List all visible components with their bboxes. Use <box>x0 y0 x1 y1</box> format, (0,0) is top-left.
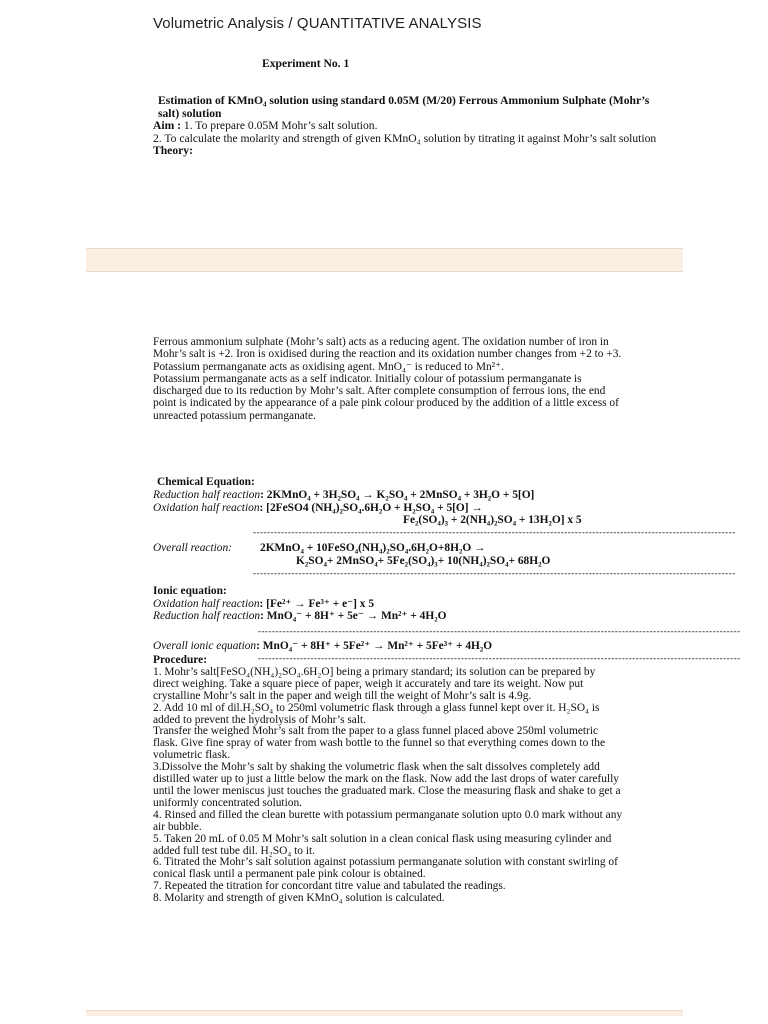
procedure-step: 4. Rinsed and filled the clean burette with potassium permanganate solution upto 0.0 mark without any air bubble. <box>153 808 623 833</box>
page-break-band-bottom <box>86 1010 683 1016</box>
procedure-step: 8. Molarity and strength of given KMnO₄ solution is calculated. <box>153 892 445 905</box>
page-header: Volumetric Analysis / QUANTITATIVE ANALYSIS <box>153 15 482 32</box>
theory-text <box>153 336 623 422</box>
overall-reaction-cont: K₂SO₄+ 2MnSO₄+ 5Fe₂(SO₄)₃+ 10(NH₄)₂SO₄+ 68H₂O <box>296 554 551 567</box>
procedure-step: Transfer the weighed Mohr’s salt from the paper to a glass funnel placed above 250ml volumetric flask. Give fine spray of water from wash bottle to the funnel so that everything comes down to the volumetric flask. <box>153 725 606 762</box>
procedure-heading: Procedure: <box>153 654 207 666</box>
aim-label: Aim : <box>153 119 184 133</box>
procedure-step: 5. Taken 20 mL of 0.05 M Mohr’s salt solution in a clean conical flask using measuring cylinder and added full test tube dil. H₂SO₄ to it. <box>153 832 612 857</box>
experiment-number: Experiment No. 1 <box>262 57 350 70</box>
theory-label: Theory: <box>153 144 193 158</box>
divider: ------------------------------------------------------------------------------------------------------------------------------------------ <box>253 527 736 538</box>
procedure-step: 3.Dissolve the Mohr’s salt by shaking the volumetric flask when the salt dissolves completely add distilled water up to just a little below the mark on the flask. Now add the last drops of water carefully until the lower meniscus just touches the graduated mark. Close the measuring flask and shake to get a uniformly concentrated solution. <box>153 761 621 809</box>
overall-reaction: Overall reaction: 2KMnO₄ + 10FeSO₄(NH₄)₂SO₄.6H₂O+8H₂O → <box>153 542 486 555</box>
experiment-section <box>153 58 673 157</box>
theory-paragraph: Potassium permanganate acts as oxidising agent. MnO₄⁻ is reduced to Mn²⁺. <box>153 360 504 373</box>
procedure-step: 6. Titrated the Mohr’s salt solution against potassium permanganate solution with constant swirling of conical flask until a permanent pale pink colour is obtained. <box>153 856 618 881</box>
divider: ------------------------------------------------------------------------------------------------------------------------------------------ <box>253 567 736 578</box>
theory-paragraph: Ferrous ammonium sulphate (Mohr’s salt) acts as a reducing agent. The oxidation number of iron in Mohr’s salt is +2. Iron is oxidised during the reaction and its oxidation number changes from +2 to +3. <box>153 336 622 361</box>
procedure-step: 2. Add 10 ml of dil.H₂SO₄ to 250ml volumetric flask through a glass funnel kept over it. H₂SO₄ is added to prevent the hydrolysis of Mohr’s salt. <box>153 701 600 726</box>
theory-paragraph: Potassium permanganate acts as a self indicator. Initially colour of potassium permanganate is discharged due to its reduction by Mohr’s salt. After complete consumption of ferrous ions, the end point is indicated by the appearance of a pale pink colour produced by the addition of a little excess of unreacted potassium permanganate. <box>153 372 619 422</box>
aim-2: 2. To calculate the molarity and strength of given KMnO₄ solution by titrating it against Mohr’s salt solution <box>153 131 657 145</box>
oxidation-half-reaction-cont: Fe₂(SO₄)₃ + 2(NH₄)₂SO₄ + 13H₂O] x 5 <box>403 514 582 527</box>
oxidation-half-reaction: Oxidation half reaction: [2FeSO4 (NH₄)₂SO₄.6H₂O + H₂SO₄ + 5[O] → <box>153 501 483 514</box>
equations-section <box>153 476 741 663</box>
chemical-equation-heading: Chemical Equation: <box>157 476 255 488</box>
ionic-reduction-half: Reduction half reaction: MnO₄⁻ + 8H⁺ + 5e⁻ → Mn²⁺ + 4H₂O <box>153 610 447 623</box>
aim-1: Aim : 1. To prepare 0.05M Mohr’s salt solution. <box>153 119 378 133</box>
ionic-oxidation-half: Oxidation half reaction: [Fe²⁺ → Fe³⁺ + e⁻] x 5 <box>153 597 375 610</box>
divider: ------------------------------------------------------------------------------------------------------------------------------------------ <box>258 652 741 663</box>
overall-ionic-equation: Overall ionic equation: MnO₄⁻ + 8H⁺ + 5Fe²⁺ → Mn²⁺ + 5Fe³⁺ + 4H₂O <box>153 640 493 653</box>
procedure-step: 1. Mohr’s salt[FeSO₄(NH₄)₂SO₄.6H₂O] being a primary standard; its solution can be prepared by direct weighing. Take a square piece of paper, weigh it accurately and tare its weight. Now put crystalline Mohr’s salt in the paper and weigh till the weight of Mohr’s salt is 4.9g. <box>153 665 596 702</box>
ionic-equation-heading: Ionic equation: <box>153 584 227 597</box>
page-break-band <box>86 248 683 272</box>
reduction-half-reaction: Reduction half reaction: 2KMnO₄ + 3H₂SO₄ → K₂SO₄ + 2MnSO₄ + 3H₂O + 5[O] <box>153 488 535 501</box>
procedure-section <box>153 652 741 905</box>
procedure-step: 7. Repeated the titration for concordant titre value and tabulated the readings. <box>153 880 506 893</box>
experiment-title: Estimation of KMnO₄ solution using standard 0.05M (M/20) Ferrous Ammonium Sulphate (Mohr’s salt) solution <box>158 94 650 120</box>
divider: ------------------------------------------------------------------------------------------------------------------------------------------ <box>258 626 741 637</box>
